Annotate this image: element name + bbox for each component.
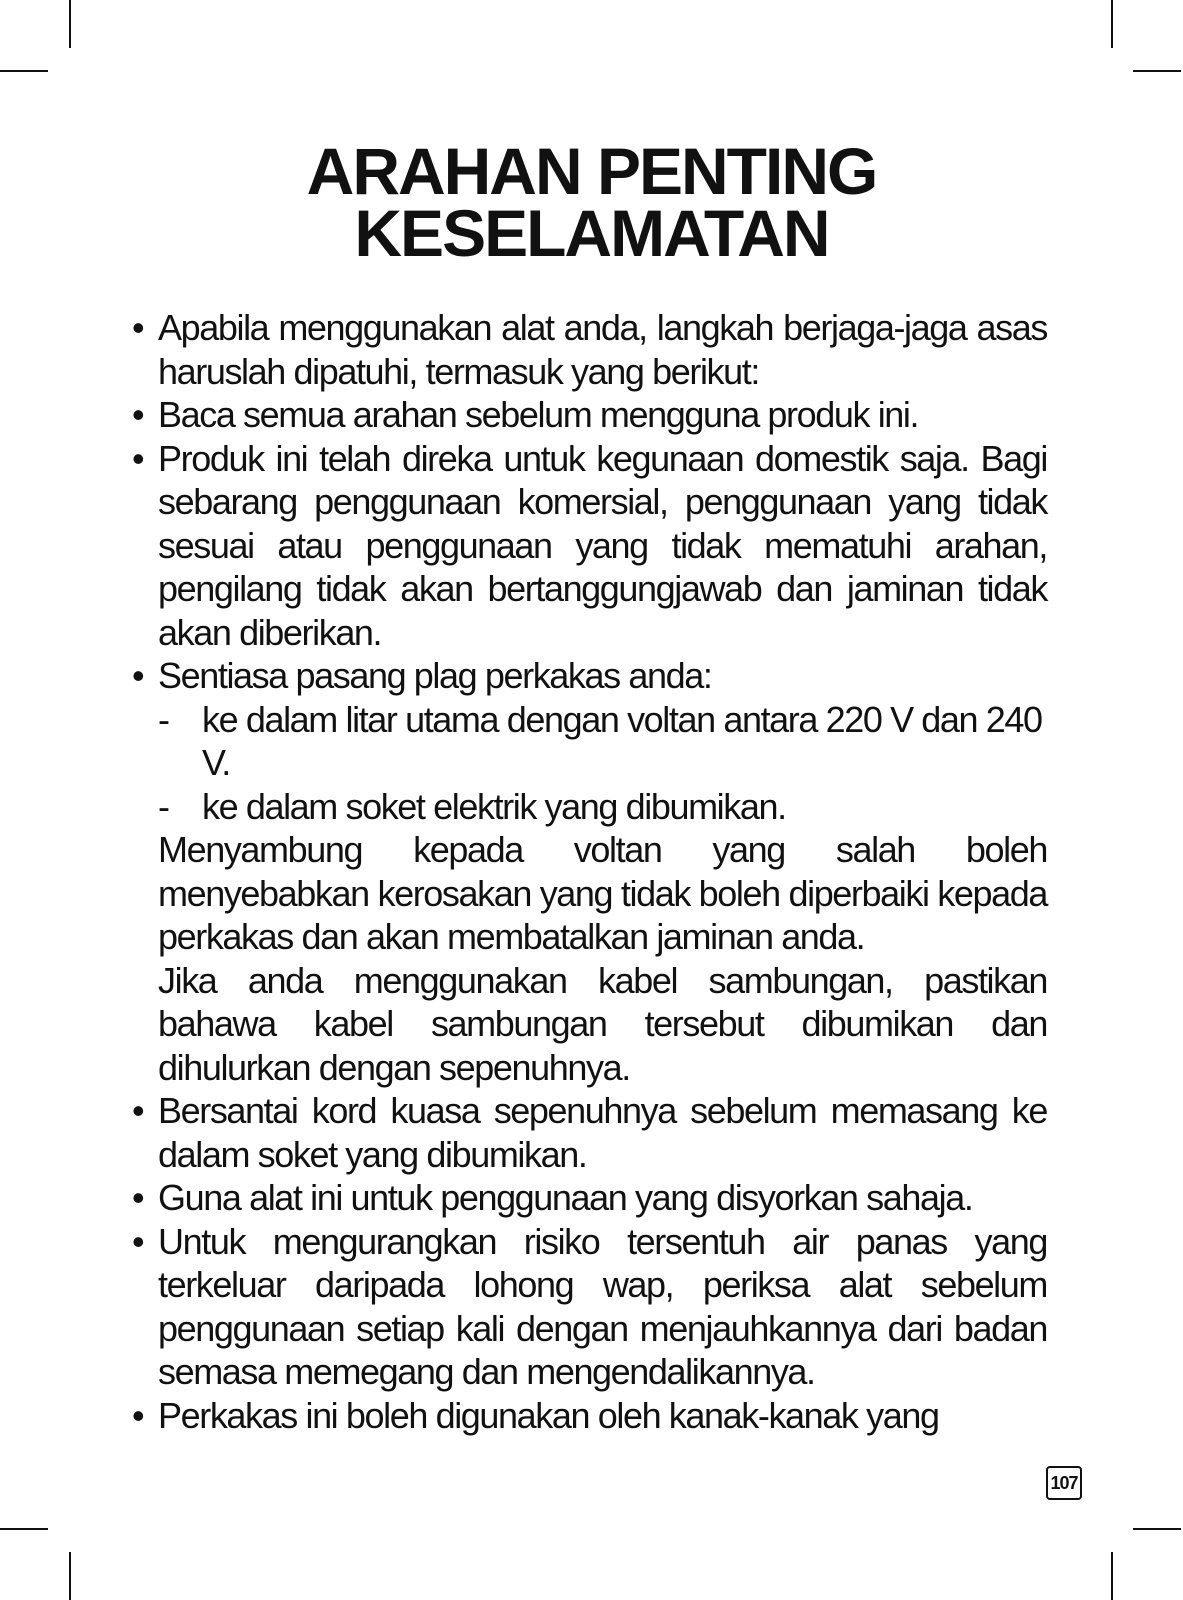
sub-list-item bbox=[158, 785, 1047, 829]
crop-mark bbox=[69, 1552, 71, 1600]
crop-mark bbox=[1133, 1528, 1181, 1530]
bullet-icon: • bbox=[132, 307, 144, 348]
list-item-text: Perkakas ini boleh digunakan oleh kanak-kanak yang bbox=[158, 1394, 939, 1436]
list-item bbox=[132, 306, 1047, 393]
crop-mark bbox=[0, 1528, 48, 1530]
bullet-icon: • bbox=[132, 1220, 144, 1262]
bullet-icon: • bbox=[132, 394, 144, 435]
list-item bbox=[132, 1220, 1047, 1394]
dash-icon: - bbox=[158, 698, 169, 740]
bullet-icon: • bbox=[132, 655, 144, 696]
list-item-text: Apabila menggunakan alat anda, langkah berjaga-jaga asas haruslah dipatuhi, termasuk yang berikut: bbox=[158, 307, 1047, 392]
list-item-text: Untuk mengurangkan risiko tersentuh air panas yang terkeluar daripada lohong wap, periksa alat sebelum penggunaan setiap kali dengan menjauhkannya dari badan semasa memegang dan mengendalikannya. bbox=[158, 1220, 1047, 1392]
list-item bbox=[132, 654, 1047, 698]
title-line-1: ARAHAN PENTING bbox=[306, 134, 877, 208]
sub-list-item-text: ke dalam soket elektrik yang dibumikan. bbox=[202, 785, 786, 827]
list-item-text: Guna alat ini untuk penggunaan yang disyorkan sahaja. bbox=[158, 1177, 973, 1218]
bullet-icon: • bbox=[132, 1394, 144, 1436]
bullet-icon: • bbox=[132, 437, 144, 479]
list-item-text: Baca semua arahan sebelum mengguna produk ini. bbox=[158, 394, 919, 435]
list-item-text: Sentiasa pasang plag perkakas anda: bbox=[158, 655, 712, 696]
list-item bbox=[132, 437, 1047, 655]
list-item bbox=[132, 1089, 1047, 1176]
paragraph: Menyambung kepada voltan yang salah boleh menyebabkan kerosakan yang tidak boleh diperbaiki kepada perkakas dan akan membatalkan jaminan anda. bbox=[158, 829, 1047, 957]
list-item bbox=[132, 1394, 1047, 1438]
sub-list-item-text: ke dalam litar utama dengan voltan antara 220 V dan 240 V. bbox=[202, 698, 1042, 783]
list-item-text: Bersantai kord kuasa sepenuhnya sebelum memasang ke dalam soket yang dibumikan. bbox=[158, 1090, 1047, 1175]
dash-icon: - bbox=[158, 785, 169, 827]
paragraph: Jika anda menggunakan kabel sambungan, pastikan bahawa kabel sambungan tersebut dibumikan dan dihulurkan dengan sepenuhnya. bbox=[158, 959, 1047, 1088]
page-title bbox=[0, 134, 1183, 270]
safety-instructions bbox=[132, 306, 1047, 1437]
crop-mark bbox=[1111, 1552, 1113, 1600]
list-item-text: Produk ini telah direka untuk kegunaan domestik saja. Bagi sebarang penggunaan komersial, penggunaan yang tidak sesuai atau penggunaan yang tidak mematuhi arahan, pengilang tidak akan bertanggungjawab dan jaminan tidak akan diberikan. bbox=[158, 437, 1047, 653]
bullet-icon: • bbox=[132, 1090, 144, 1131]
bullet-icon: • bbox=[132, 1177, 144, 1218]
list-item bbox=[132, 1176, 1047, 1220]
page-number: 107 bbox=[1046, 1466, 1082, 1500]
crop-mark bbox=[1133, 70, 1181, 72]
crop-mark bbox=[69, 0, 71, 48]
crop-mark bbox=[0, 70, 48, 72]
title-line-2: KESELAMATAN bbox=[354, 196, 829, 270]
sub-list-item bbox=[158, 698, 1047, 785]
list-item bbox=[132, 393, 1047, 437]
crop-mark bbox=[1111, 0, 1113, 48]
